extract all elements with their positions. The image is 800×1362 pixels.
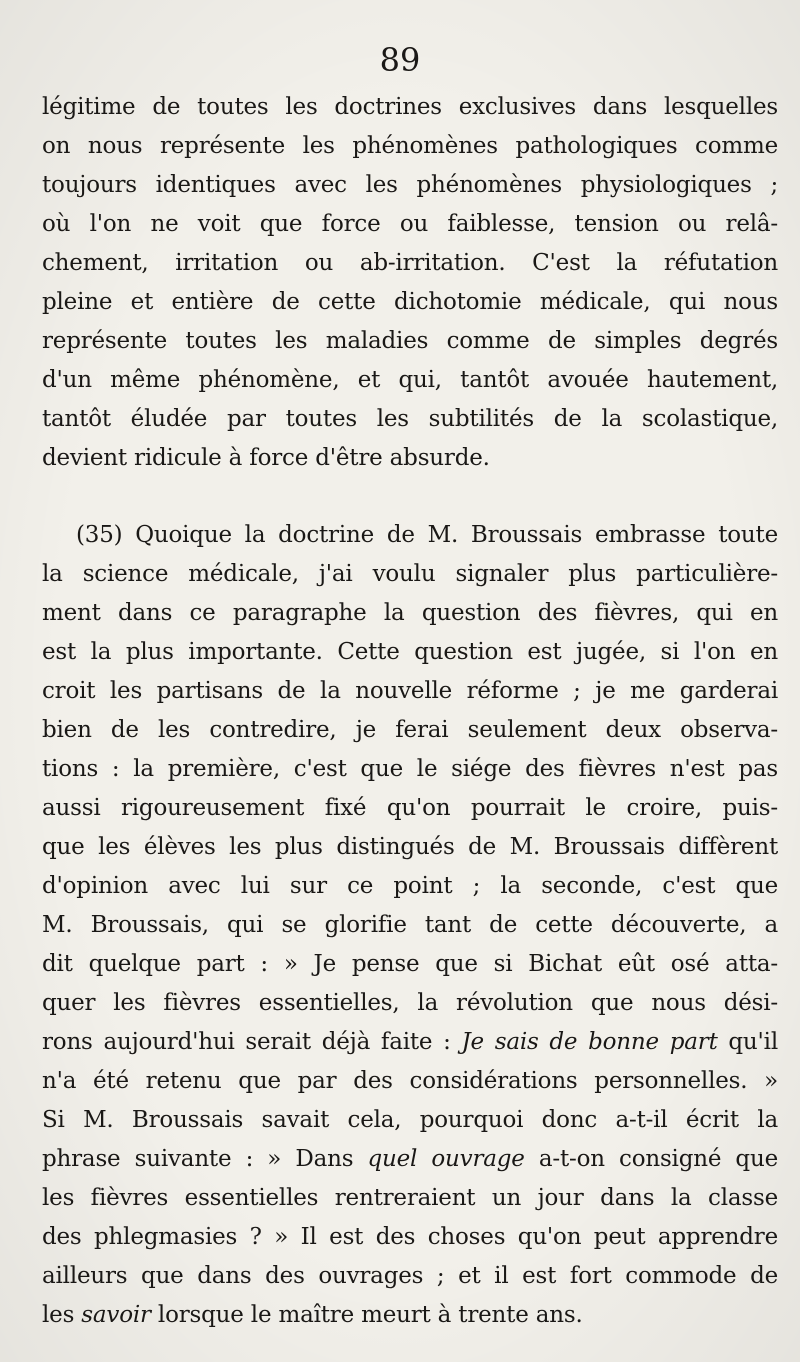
italic-phrase: Je sais de bonne part — [461, 1029, 718, 1055]
text-run: lorsque le maître meurt à trente ans. — [150, 1302, 583, 1328]
text-run: qu'il — [717, 1029, 778, 1055]
page-number: 89 — [379, 41, 421, 79]
text-run: les — [42, 1302, 82, 1328]
text-line: chement, irritation ou ab-irritation. C'est la réfutation — [42, 250, 778, 276]
text-run: rons aujourd'hui serait déjà faite : — [42, 1029, 462, 1055]
text-line: devient ridicule à force d'être absurde. — [42, 445, 490, 471]
text-line: des phlegmasies ? » Il est des choses qu'on peut apprendre — [42, 1224, 778, 1250]
text-line: quer les fièvres essentielles, la révolution que nous dési- — [42, 990, 778, 1016]
text-line: d'un même phénomène, et qui, tantôt avouée hautement, — [42, 367, 778, 393]
text-line: tions : la première, c'est que le siége des fièvres n'est pas — [42, 756, 778, 782]
text-line: M. Broussais, qui se glorifie tant de cette découverte, a — [42, 912, 778, 938]
text-run: a-t-on consigné que — [524, 1146, 778, 1172]
text-line: bien de les contredire, je ferai seulement deux observa- — [42, 717, 778, 743]
text-line: les fièvres essentielles rentreraient un jour dans la classe — [42, 1185, 778, 1211]
text-line: aussi rigoureusement fixé qu'on pourrait le croire, puis- — [42, 795, 778, 821]
text-line: (35) Quoique la doctrine de M. Broussais embrasse toute — [76, 522, 778, 548]
text-line: que les élèves les plus distingués de M. Broussais diffèrent — [42, 834, 778, 860]
text-line: ment dans ce paragraphe la question des fièvres, qui en — [42, 600, 778, 626]
text-line: la science médicale, j'ai voulu signaler plus particulière- — [42, 561, 778, 587]
text-line: toujours identiques avec les phénomènes physiologiques ; — [42, 172, 778, 198]
text-line: tantôt éludée par toutes les subtilités de la scolastique, — [42, 406, 778, 432]
text-line: Si M. Broussais savait cela, pourquoi donc a-t-il écrit la — [42, 1107, 778, 1133]
text-line: d'opinion avec lui sur ce point ; la seconde, c'est que — [42, 873, 778, 899]
text-line: pleine et entière de cette dichotomie médicale, qui nous — [42, 289, 778, 315]
text-line-with-italic — [42, 1140, 778, 1179]
text-line: où l'on ne voit que force ou faiblesse, tension ou relâ- — [42, 211, 778, 237]
text-line-with-italic — [42, 1023, 778, 1062]
note-35-paragraph — [42, 516, 778, 1335]
text-line: n'a été retenu que par des considérations personnelles. » — [42, 1068, 778, 1094]
text-line: croit les partisans de la nouvelle réforme ; je me garderai — [42, 678, 778, 704]
text-line-with-italic — [42, 1296, 778, 1335]
text-line: représente toutes les maladies comme de simples degrés — [42, 328, 778, 354]
text-run: phrase suivante : » Dans — [42, 1146, 368, 1172]
text-line: est la plus importante. Cette question est jugée, si l'on en — [42, 639, 778, 665]
text-line: on nous représente les phénomènes pathologiques comme — [42, 133, 778, 159]
italic-phrase: quel ouvrage — [367, 1146, 525, 1172]
text-line: dit quelque part : » Je pense que si Bichat eût osé atta- — [42, 951, 778, 977]
paragraph-continuation — [42, 88, 778, 478]
italic-phrase: savoir — [81, 1302, 151, 1328]
text-line: ailleurs que dans des ouvrages ; et il est fort commode de — [42, 1263, 778, 1289]
text-line: légitime de toutes les doctrines exclusives dans lesquelles — [42, 94, 778, 120]
